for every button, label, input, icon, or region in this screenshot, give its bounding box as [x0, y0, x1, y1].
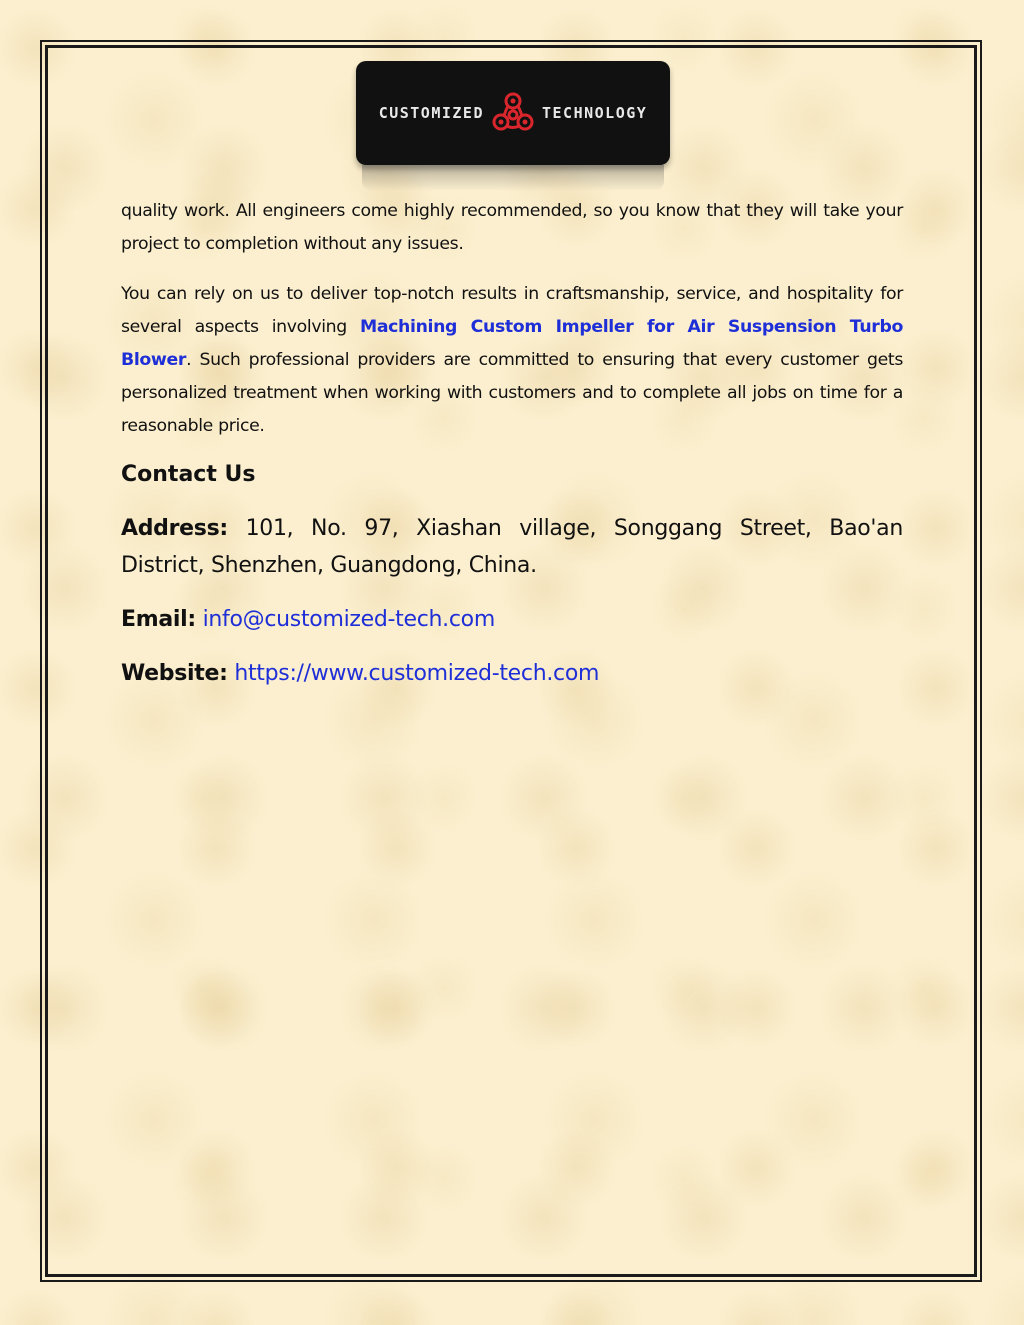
- logo-badge: [356, 61, 670, 165]
- main-content: [121, 195, 903, 709]
- address-label: Address:: [121, 516, 228, 541]
- paragraph-text-after-link: . Such professional providers are committed to ensuring that every customer gets personalized treatment when working with customers and to complete all jobs on time for a reasonable price.: [121, 350, 903, 436]
- contact-heading: Contact Us: [121, 462, 256, 487]
- address-line: [121, 510, 903, 584]
- paragraph-rely-on-us: [121, 278, 903, 443]
- paragraph-text-before-link: You can rely on us to deliver top-notch results in craftsmanship, service, and hospitality for several aspects involving: [121, 284, 903, 337]
- logo-reflection: [362, 165, 664, 191]
- paragraph-quality-work: quality work. All engineers come highly recommended, so you know that they will take your project to completion without any issues.: [121, 201, 903, 254]
- impeller-service-link[interactable]: Machining Custom Impeller for Air Suspension Turbo Blower: [121, 317, 903, 370]
- fidget-spinner-icon: [490, 90, 536, 136]
- logo-word-left: CUSTOMIZED: [378, 104, 484, 122]
- logo-word-right: TECHNOLOGY: [542, 104, 648, 122]
- company-logo: [356, 61, 670, 165]
- email-link[interactable]: info@customized-tech.com: [202, 607, 495, 632]
- website-line: [121, 655, 903, 692]
- email-label: Email:: [121, 607, 196, 632]
- email-line: [121, 601, 903, 638]
- website-link[interactable]: https://www.customized-tech.com: [234, 661, 600, 686]
- address-value: 101, No. 97, Xiashan village, Songgang Street, Bao'an District, Shenzhen, Guangdong, China.: [121, 516, 903, 578]
- website-label: Website:: [121, 661, 228, 686]
